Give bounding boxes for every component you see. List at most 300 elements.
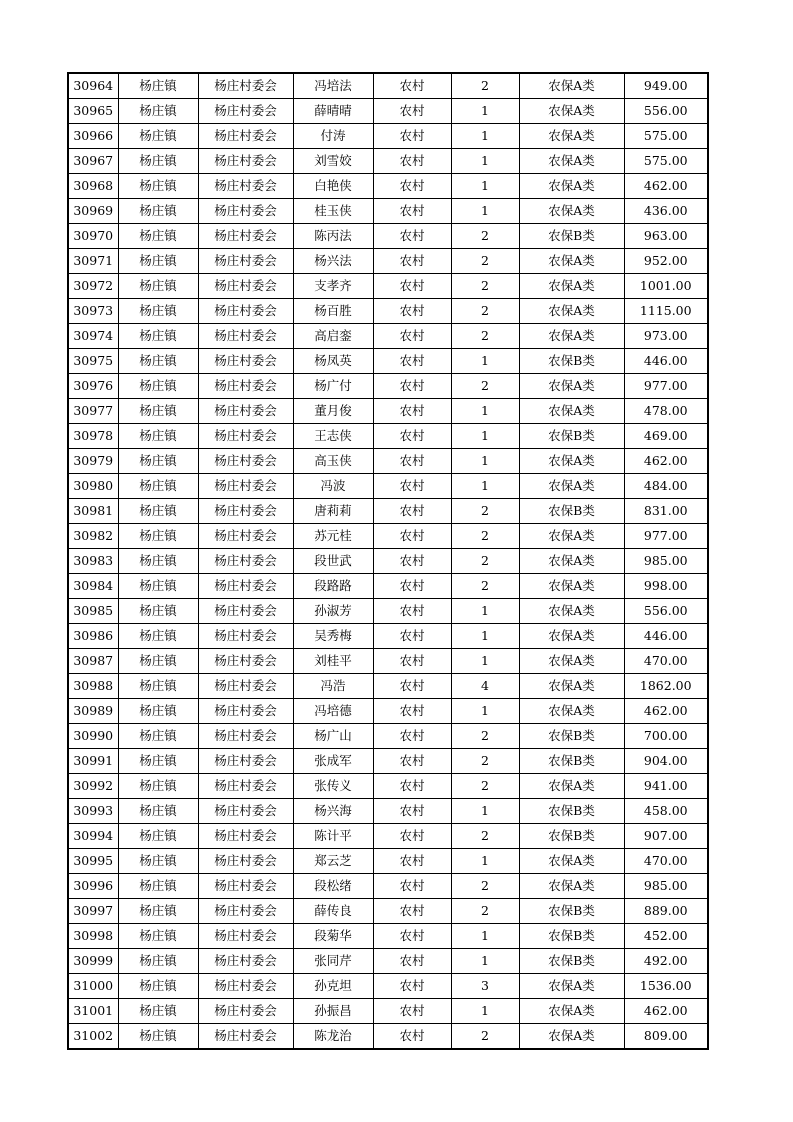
name-cell: 薛传良 <box>293 899 373 924</box>
serial-number-cell: 31001 <box>68 999 118 1024</box>
household-type-cell: 农村 <box>373 299 451 324</box>
village-committee-cell: 杨庄村委会 <box>198 399 293 424</box>
household-type-cell: 农村 <box>373 224 451 249</box>
serial-number-cell: 30982 <box>68 524 118 549</box>
town-cell: 杨庄镇 <box>118 374 198 399</box>
serial-number-cell: 31002 <box>68 1024 118 1050</box>
insurance-category-cell: 农保A类 <box>519 599 624 624</box>
serial-number-cell: 30964 <box>68 73 118 99</box>
member-count-cell: 1 <box>451 149 519 174</box>
insurance-category-cell: 农保A类 <box>519 274 624 299</box>
household-type-cell: 农村 <box>373 499 451 524</box>
table-row <box>68 824 708 849</box>
household-type-cell: 农村 <box>373 1024 451 1050</box>
village-committee-cell: 杨庄村委会 <box>198 649 293 674</box>
household-type-cell: 农村 <box>373 424 451 449</box>
insurance-category-cell: 农保A类 <box>519 849 624 874</box>
town-cell: 杨庄镇 <box>118 149 198 174</box>
town-cell: 杨庄镇 <box>118 424 198 449</box>
town-cell: 杨庄镇 <box>118 799 198 824</box>
village-committee-cell: 杨庄村委会 <box>198 574 293 599</box>
name-cell: 张传义 <box>293 774 373 799</box>
insurance-category-cell: 农保A类 <box>519 249 624 274</box>
member-count-cell: 1 <box>451 474 519 499</box>
name-cell: 陈丙法 <box>293 224 373 249</box>
insurance-category-cell: 农保A类 <box>519 99 624 124</box>
table-row <box>68 774 708 799</box>
household-type-cell: 农村 <box>373 374 451 399</box>
amount-cell: 470.00 <box>624 849 708 874</box>
village-committee-cell: 杨庄村委会 <box>198 549 293 574</box>
serial-number-cell: 31000 <box>68 974 118 999</box>
amount-cell: 973.00 <box>624 324 708 349</box>
member-count-cell: 1 <box>451 99 519 124</box>
village-committee-cell: 杨庄村委会 <box>198 724 293 749</box>
member-count-cell: 1 <box>451 999 519 1024</box>
amount-cell: 889.00 <box>624 899 708 924</box>
amount-cell: 484.00 <box>624 474 708 499</box>
name-cell: 杨百胜 <box>293 299 373 324</box>
insurance-category-cell: 农保A类 <box>519 874 624 899</box>
serial-number-cell: 30994 <box>68 824 118 849</box>
village-committee-cell: 杨庄村委会 <box>198 199 293 224</box>
village-committee-cell: 杨庄村委会 <box>198 99 293 124</box>
name-cell: 孙淑芳 <box>293 599 373 624</box>
name-cell: 白艳侠 <box>293 174 373 199</box>
member-count-cell: 2 <box>451 749 519 774</box>
amount-cell: 1115.00 <box>624 299 708 324</box>
serial-number-cell: 30997 <box>68 899 118 924</box>
name-cell: 王志侠 <box>293 424 373 449</box>
name-cell: 唐莉莉 <box>293 499 373 524</box>
serial-number-cell: 30985 <box>68 599 118 624</box>
insurance-category-cell: 农保A类 <box>519 1024 624 1050</box>
town-cell: 杨庄镇 <box>118 99 198 124</box>
insurance-category-cell: 农保A类 <box>519 73 624 99</box>
insurance-category-cell: 农保A类 <box>519 299 624 324</box>
amount-cell: 462.00 <box>624 699 708 724</box>
member-count-cell: 2 <box>451 824 519 849</box>
name-cell: 高玉侠 <box>293 449 373 474</box>
town-cell: 杨庄镇 <box>118 349 198 374</box>
member-count-cell: 1 <box>451 449 519 474</box>
table-row <box>68 699 708 724</box>
name-cell: 陈龙治 <box>293 1024 373 1050</box>
table-row <box>68 724 708 749</box>
household-type-cell: 农村 <box>373 449 451 474</box>
village-committee-cell: 杨庄村委会 <box>198 174 293 199</box>
village-committee-cell: 杨庄村委会 <box>198 999 293 1024</box>
serial-number-cell: 30979 <box>68 449 118 474</box>
amount-cell: 809.00 <box>624 1024 708 1050</box>
village-committee-cell: 杨庄村委会 <box>198 674 293 699</box>
village-committee-cell: 杨庄村委会 <box>198 449 293 474</box>
name-cell: 刘雪姣 <box>293 149 373 174</box>
table-row <box>68 274 708 299</box>
household-type-cell: 农村 <box>373 999 451 1024</box>
table-row <box>68 499 708 524</box>
member-count-cell: 2 <box>451 1024 519 1050</box>
town-cell: 杨庄镇 <box>118 274 198 299</box>
member-count-cell: 2 <box>451 274 519 299</box>
serial-number-cell: 30983 <box>68 549 118 574</box>
table-row <box>68 974 708 999</box>
serial-number-cell: 30969 <box>68 199 118 224</box>
serial-number-cell: 30980 <box>68 474 118 499</box>
town-cell: 杨庄镇 <box>118 224 198 249</box>
amount-cell: 1001.00 <box>624 274 708 299</box>
household-type-cell: 农村 <box>373 99 451 124</box>
village-committee-cell: 杨庄村委会 <box>198 824 293 849</box>
amount-cell: 575.00 <box>624 149 708 174</box>
member-count-cell: 1 <box>451 599 519 624</box>
amount-cell: 1862.00 <box>624 674 708 699</box>
serial-number-cell: 30986 <box>68 624 118 649</box>
serial-number-cell: 30987 <box>68 649 118 674</box>
table-row <box>68 899 708 924</box>
village-committee-cell: 杨庄村委会 <box>198 624 293 649</box>
village-committee-cell: 杨庄村委会 <box>198 149 293 174</box>
household-type-cell: 农村 <box>373 474 451 499</box>
amount-cell: 556.00 <box>624 599 708 624</box>
name-cell: 董月俊 <box>293 399 373 424</box>
serial-number-cell: 30977 <box>68 399 118 424</box>
amount-cell: 977.00 <box>624 374 708 399</box>
household-type-cell: 农村 <box>373 149 451 174</box>
insurance-category-cell: 农保A类 <box>519 449 624 474</box>
amount-cell: 446.00 <box>624 624 708 649</box>
member-count-cell: 1 <box>451 849 519 874</box>
name-cell: 陈计平 <box>293 824 373 849</box>
household-type-cell: 农村 <box>373 174 451 199</box>
insurance-category-cell: 农保A类 <box>519 324 624 349</box>
town-cell: 杨庄镇 <box>118 724 198 749</box>
household-type-cell: 农村 <box>373 699 451 724</box>
serial-number-cell: 30973 <box>68 299 118 324</box>
member-count-cell: 1 <box>451 199 519 224</box>
member-count-cell: 2 <box>451 499 519 524</box>
village-committee-cell: 杨庄村委会 <box>198 374 293 399</box>
member-count-cell: 2 <box>451 524 519 549</box>
member-count-cell: 3 <box>451 974 519 999</box>
member-count-cell: 2 <box>451 299 519 324</box>
member-count-cell: 2 <box>451 899 519 924</box>
household-type-cell: 农村 <box>373 624 451 649</box>
member-count-cell: 2 <box>451 324 519 349</box>
name-cell: 桂玉侠 <box>293 199 373 224</box>
town-cell: 杨庄镇 <box>118 549 198 574</box>
village-committee-cell: 杨庄村委会 <box>198 349 293 374</box>
village-committee-cell: 杨庄村委会 <box>198 1024 293 1050</box>
insurance-category-cell: 农保A类 <box>519 574 624 599</box>
town-cell: 杨庄镇 <box>118 824 198 849</box>
table-row <box>68 924 708 949</box>
insurance-category-cell: 农保B类 <box>519 349 624 374</box>
serial-number-cell: 30992 <box>68 774 118 799</box>
village-committee-cell: 杨庄村委会 <box>198 774 293 799</box>
member-count-cell: 2 <box>451 774 519 799</box>
village-committee-cell: 杨庄村委会 <box>198 474 293 499</box>
serial-number-cell: 30988 <box>68 674 118 699</box>
amount-cell: 985.00 <box>624 874 708 899</box>
table-row <box>68 549 708 574</box>
name-cell: 薛晴晴 <box>293 99 373 124</box>
village-committee-cell: 杨庄村委会 <box>198 124 293 149</box>
amount-cell: 446.00 <box>624 349 708 374</box>
name-cell: 杨兴法 <box>293 249 373 274</box>
village-committee-cell: 杨庄村委会 <box>198 324 293 349</box>
household-type-cell: 农村 <box>373 549 451 574</box>
table-row <box>68 174 708 199</box>
name-cell: 郑云芝 <box>293 849 373 874</box>
member-count-cell: 1 <box>451 649 519 674</box>
amount-cell: 575.00 <box>624 124 708 149</box>
insurance-category-cell: 农保B类 <box>519 949 624 974</box>
member-count-cell: 1 <box>451 124 519 149</box>
amount-cell: 478.00 <box>624 399 708 424</box>
household-type-cell: 农村 <box>373 899 451 924</box>
table-row <box>68 224 708 249</box>
town-cell: 杨庄镇 <box>118 699 198 724</box>
town-cell: 杨庄镇 <box>118 474 198 499</box>
amount-cell: 941.00 <box>624 774 708 799</box>
table-row <box>68 349 708 374</box>
amount-cell: 700.00 <box>624 724 708 749</box>
household-type-cell: 农村 <box>373 524 451 549</box>
name-cell: 杨凤英 <box>293 349 373 374</box>
insurance-category-cell: 农保B类 <box>519 499 624 524</box>
insurance-category-cell: 农保B类 <box>519 724 624 749</box>
table-row <box>68 124 708 149</box>
insurance-category-cell: 农保A类 <box>519 174 624 199</box>
serial-number-cell: 30966 <box>68 124 118 149</box>
amount-cell: 1536.00 <box>624 974 708 999</box>
village-committee-cell: 杨庄村委会 <box>198 524 293 549</box>
amount-cell: 462.00 <box>624 174 708 199</box>
table-row <box>68 299 708 324</box>
town-cell: 杨庄镇 <box>118 924 198 949</box>
name-cell: 冯波 <box>293 474 373 499</box>
table-row <box>68 99 708 124</box>
serial-number-cell: 30996 <box>68 874 118 899</box>
serial-number-cell: 30976 <box>68 374 118 399</box>
name-cell: 段松绪 <box>293 874 373 899</box>
serial-number-cell: 30993 <box>68 799 118 824</box>
insurance-category-cell: 农保A类 <box>519 649 624 674</box>
amount-cell: 556.00 <box>624 99 708 124</box>
amount-cell: 963.00 <box>624 224 708 249</box>
village-committee-cell: 杨庄村委会 <box>198 799 293 824</box>
name-cell: 冯培法 <box>293 73 373 99</box>
village-committee-cell: 杨庄村委会 <box>198 949 293 974</box>
insurance-category-cell: 农保A类 <box>519 699 624 724</box>
table-body <box>68 73 708 1049</box>
serial-number-cell: 30991 <box>68 749 118 774</box>
village-committee-cell: 杨庄村委会 <box>198 249 293 274</box>
name-cell: 张成军 <box>293 749 373 774</box>
serial-number-cell: 30981 <box>68 499 118 524</box>
name-cell: 孙克坦 <box>293 974 373 999</box>
household-type-cell: 农村 <box>373 799 451 824</box>
table-row <box>68 424 708 449</box>
town-cell: 杨庄镇 <box>118 849 198 874</box>
name-cell: 张同芹 <box>293 949 373 974</box>
table-row <box>68 474 708 499</box>
village-committee-cell: 杨庄村委会 <box>198 749 293 774</box>
table-row <box>68 149 708 174</box>
name-cell: 杨兴海 <box>293 799 373 824</box>
insurance-category-cell: 农保A类 <box>519 624 624 649</box>
town-cell: 杨庄镇 <box>118 324 198 349</box>
member-count-cell: 1 <box>451 424 519 449</box>
table-row <box>68 1024 708 1050</box>
table-row <box>68 449 708 474</box>
town-cell: 杨庄镇 <box>118 449 198 474</box>
town-cell: 杨庄镇 <box>118 999 198 1024</box>
insurance-category-cell: 农保A类 <box>519 399 624 424</box>
serial-number-cell: 30998 <box>68 924 118 949</box>
village-committee-cell: 杨庄村委会 <box>198 424 293 449</box>
insurance-category-cell: 农保A类 <box>519 774 624 799</box>
village-committee-cell: 杨庄村委会 <box>198 974 293 999</box>
name-cell: 段菊华 <box>293 924 373 949</box>
insurance-category-cell: 农保A类 <box>519 474 624 499</box>
town-cell: 杨庄镇 <box>118 574 198 599</box>
member-count-cell: 2 <box>451 874 519 899</box>
name-cell: 杨广付 <box>293 374 373 399</box>
name-cell: 高启銮 <box>293 324 373 349</box>
table-row <box>68 73 708 99</box>
household-type-cell: 农村 <box>373 824 451 849</box>
serial-number-cell: 30984 <box>68 574 118 599</box>
amount-cell: 469.00 <box>624 424 708 449</box>
household-type-cell: 农村 <box>373 674 451 699</box>
insurance-category-cell: 农保B类 <box>519 424 624 449</box>
table-row <box>68 849 708 874</box>
household-type-cell: 农村 <box>373 274 451 299</box>
amount-cell: 492.00 <box>624 949 708 974</box>
table-row <box>68 249 708 274</box>
town-cell: 杨庄镇 <box>118 674 198 699</box>
insurance-category-cell: 农保A类 <box>519 124 624 149</box>
village-committee-cell: 杨庄村委会 <box>198 299 293 324</box>
member-count-cell: 2 <box>451 224 519 249</box>
household-type-cell: 农村 <box>373 574 451 599</box>
serial-number-cell: 30995 <box>68 849 118 874</box>
member-count-cell: 1 <box>451 924 519 949</box>
household-type-cell: 农村 <box>373 324 451 349</box>
name-cell: 支孝齐 <box>293 274 373 299</box>
amount-cell: 952.00 <box>624 249 708 274</box>
table-row <box>68 749 708 774</box>
town-cell: 杨庄镇 <box>118 249 198 274</box>
town-cell: 杨庄镇 <box>118 524 198 549</box>
household-type-cell: 农村 <box>373 949 451 974</box>
serial-number-cell: 30974 <box>68 324 118 349</box>
village-committee-cell: 杨庄村委会 <box>198 699 293 724</box>
amount-cell: 458.00 <box>624 799 708 824</box>
name-cell: 段路路 <box>293 574 373 599</box>
serial-number-cell: 30999 <box>68 949 118 974</box>
insurance-category-cell: 农保B类 <box>519 924 624 949</box>
village-committee-cell: 杨庄村委会 <box>198 924 293 949</box>
table-row <box>68 524 708 549</box>
member-count-cell: 2 <box>451 574 519 599</box>
amount-cell: 436.00 <box>624 199 708 224</box>
serial-number-cell: 30990 <box>68 724 118 749</box>
village-committee-cell: 杨庄村委会 <box>198 73 293 99</box>
town-cell: 杨庄镇 <box>118 624 198 649</box>
table-row <box>68 324 708 349</box>
insurance-category-cell: 农保A类 <box>519 199 624 224</box>
member-count-cell: 2 <box>451 724 519 749</box>
insurance-category-cell: 农保A类 <box>519 524 624 549</box>
household-type-cell: 农村 <box>373 774 451 799</box>
insurance-category-cell: 农保B类 <box>519 799 624 824</box>
insurance-category-cell: 农保A类 <box>519 549 624 574</box>
name-cell: 苏元桂 <box>293 524 373 549</box>
member-count-cell: 2 <box>451 73 519 99</box>
member-count-cell: 2 <box>451 549 519 574</box>
name-cell: 刘桂平 <box>293 649 373 674</box>
amount-cell: 452.00 <box>624 924 708 949</box>
name-cell: 吴秀梅 <box>293 624 373 649</box>
town-cell: 杨庄镇 <box>118 299 198 324</box>
insurance-category-cell: 农保A类 <box>519 974 624 999</box>
household-type-cell: 农村 <box>373 974 451 999</box>
village-committee-cell: 杨庄村委会 <box>198 224 293 249</box>
amount-cell: 949.00 <box>624 73 708 99</box>
household-type-cell: 农村 <box>373 73 451 99</box>
table-row <box>68 999 708 1024</box>
household-type-cell: 农村 <box>373 399 451 424</box>
member-count-cell: 4 <box>451 674 519 699</box>
amount-cell: 470.00 <box>624 649 708 674</box>
data-table <box>67 72 709 1050</box>
serial-number-cell: 30989 <box>68 699 118 724</box>
amount-cell: 998.00 <box>624 574 708 599</box>
town-cell: 杨庄镇 <box>118 73 198 99</box>
table-row <box>68 374 708 399</box>
serial-number-cell: 30968 <box>68 174 118 199</box>
serial-number-cell: 30970 <box>68 224 118 249</box>
household-type-cell: 农村 <box>373 849 451 874</box>
member-count-cell: 1 <box>451 624 519 649</box>
insurance-category-cell: 农保B类 <box>519 224 624 249</box>
member-count-cell: 2 <box>451 249 519 274</box>
table-row <box>68 649 708 674</box>
household-type-cell: 农村 <box>373 349 451 374</box>
table-row <box>68 574 708 599</box>
insurance-category-cell: 农保A类 <box>519 149 624 174</box>
insurance-category-cell: 农保B类 <box>519 899 624 924</box>
table-row <box>68 949 708 974</box>
town-cell: 杨庄镇 <box>118 124 198 149</box>
serial-number-cell: 30978 <box>68 424 118 449</box>
amount-cell: 977.00 <box>624 524 708 549</box>
name-cell: 冯培德 <box>293 699 373 724</box>
member-count-cell: 1 <box>451 399 519 424</box>
member-count-cell: 2 <box>451 374 519 399</box>
table-row <box>68 199 708 224</box>
insurance-category-cell: 农保A类 <box>519 999 624 1024</box>
member-count-cell: 1 <box>451 174 519 199</box>
amount-cell: 907.00 <box>624 824 708 849</box>
village-committee-cell: 杨庄村委会 <box>198 499 293 524</box>
table-row <box>68 674 708 699</box>
serial-number-cell: 30972 <box>68 274 118 299</box>
table-row <box>68 399 708 424</box>
